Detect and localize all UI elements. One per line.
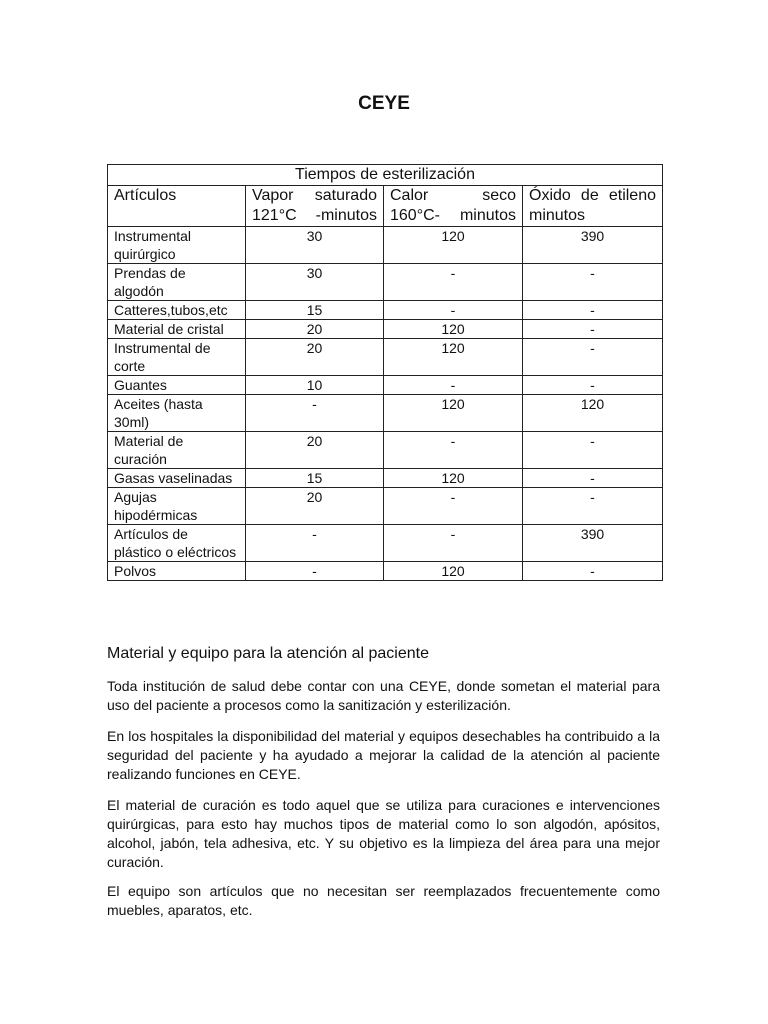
time-cell: 120 <box>384 395 523 432</box>
paragraph: Toda institución de salud debe contar con una CEYE, donde sometan el material para uso del paciente a procesos como la sanitización y esterilización. <box>107 678 660 713</box>
table-row <box>108 562 663 581</box>
time-cell: - <box>523 320 663 339</box>
table-row <box>108 395 663 432</box>
time-cell: - <box>523 469 663 488</box>
table-row <box>108 525 663 562</box>
time-cell: 120 <box>523 395 663 432</box>
article-cell: Polvos <box>108 562 246 581</box>
time-cell: 15 <box>246 301 384 320</box>
time-cell: 20 <box>246 488 384 525</box>
time-cell: 120 <box>384 562 523 581</box>
time-cell: 390 <box>523 227 663 264</box>
time-cell: - <box>384 525 523 562</box>
article-cell: Prendas de algodón <box>108 264 246 301</box>
sterilization-table <box>107 164 663 581</box>
time-cell: 10 <box>246 376 384 395</box>
table-row <box>108 376 663 395</box>
time-cell: - <box>523 432 663 469</box>
time-cell: - <box>523 339 663 376</box>
column-header: Calor seco 160°C- minutos <box>384 186 523 227</box>
time-cell: 120 <box>384 469 523 488</box>
column-header: Óxido de etileno minutos <box>523 186 663 227</box>
table-row <box>108 432 663 469</box>
table-header-row <box>108 186 663 227</box>
article-cell: Guantes <box>108 376 246 395</box>
article-cell: Material de cristal <box>108 320 246 339</box>
time-cell: - <box>523 376 663 395</box>
article-cell: Aceites (hasta 30ml) <box>108 395 246 432</box>
time-cell: 120 <box>384 339 523 376</box>
article-cell: Material de curación <box>108 432 246 469</box>
time-cell: - <box>384 432 523 469</box>
time-cell: - <box>523 301 663 320</box>
table-row <box>108 488 663 525</box>
time-cell: 20 <box>246 432 384 469</box>
column-header: Artículos <box>108 186 246 227</box>
article-cell: Catteres,tubos,etc <box>108 301 246 320</box>
column-header: Vapor saturado 121°C -minutos <box>246 186 384 227</box>
time-cell: - <box>523 264 663 301</box>
table-row <box>108 469 663 488</box>
time-cell: - <box>384 488 523 525</box>
time-cell: 20 <box>246 320 384 339</box>
table-row <box>108 320 663 339</box>
time-cell: - <box>384 264 523 301</box>
table-row <box>108 301 663 320</box>
table-row <box>108 339 663 376</box>
time-cell: - <box>523 488 663 525</box>
article-cell: Agujas hipodérmicas <box>108 488 246 525</box>
paragraph: El equipo son artículos que no necesitan ser reemplazados frecuentemente como muebles, aparatos, etc. <box>107 883 660 918</box>
paragraph: El material de curación es todo aquel que se utiliza para curaciones e intervenciones quirúrgicas, para esto hay muchos tipos de material como lo son algodón, apósitos, alcohol, jabón, tela adhesiva, etc. Y su objetivo es la limpieza del área para una mejor curación. <box>107 797 660 870</box>
time-cell: - <box>384 301 523 320</box>
time-cell: 20 <box>246 339 384 376</box>
time-cell: 30 <box>246 227 384 264</box>
time-cell: - <box>246 562 384 581</box>
table-caption-row <box>108 165 663 186</box>
article-cell: Instrumental de corte <box>108 339 246 376</box>
page-title: CEYE <box>358 93 410 114</box>
time-cell: - <box>246 395 384 432</box>
article-cell: Gasas vaselinadas <box>108 469 246 488</box>
time-cell: 30 <box>246 264 384 301</box>
paragraph: En los hospitales la disponibilidad del material y equipos desechables ha contribuido a la seguridad del paciente y ha ayudado a mejorar la calidad de la atención al paciente realizando funciones en CEYE. <box>107 728 660 782</box>
time-cell: 120 <box>384 320 523 339</box>
time-cell: 15 <box>246 469 384 488</box>
table-caption: Tiempos de esterilización <box>108 165 663 186</box>
time-cell: - <box>523 562 663 581</box>
article-cell: Instrumental quirúrgico <box>108 227 246 264</box>
table-row <box>108 264 663 301</box>
time-cell: 120 <box>384 227 523 264</box>
section-heading: Material y equipo para la atención al paciente <box>107 645 429 662</box>
table-row <box>108 227 663 264</box>
time-cell: - <box>384 376 523 395</box>
table-body <box>108 227 663 581</box>
time-cell: - <box>246 525 384 562</box>
article-cell: Artículos de plástico o eléctricos <box>108 525 246 562</box>
time-cell: 390 <box>523 525 663 562</box>
